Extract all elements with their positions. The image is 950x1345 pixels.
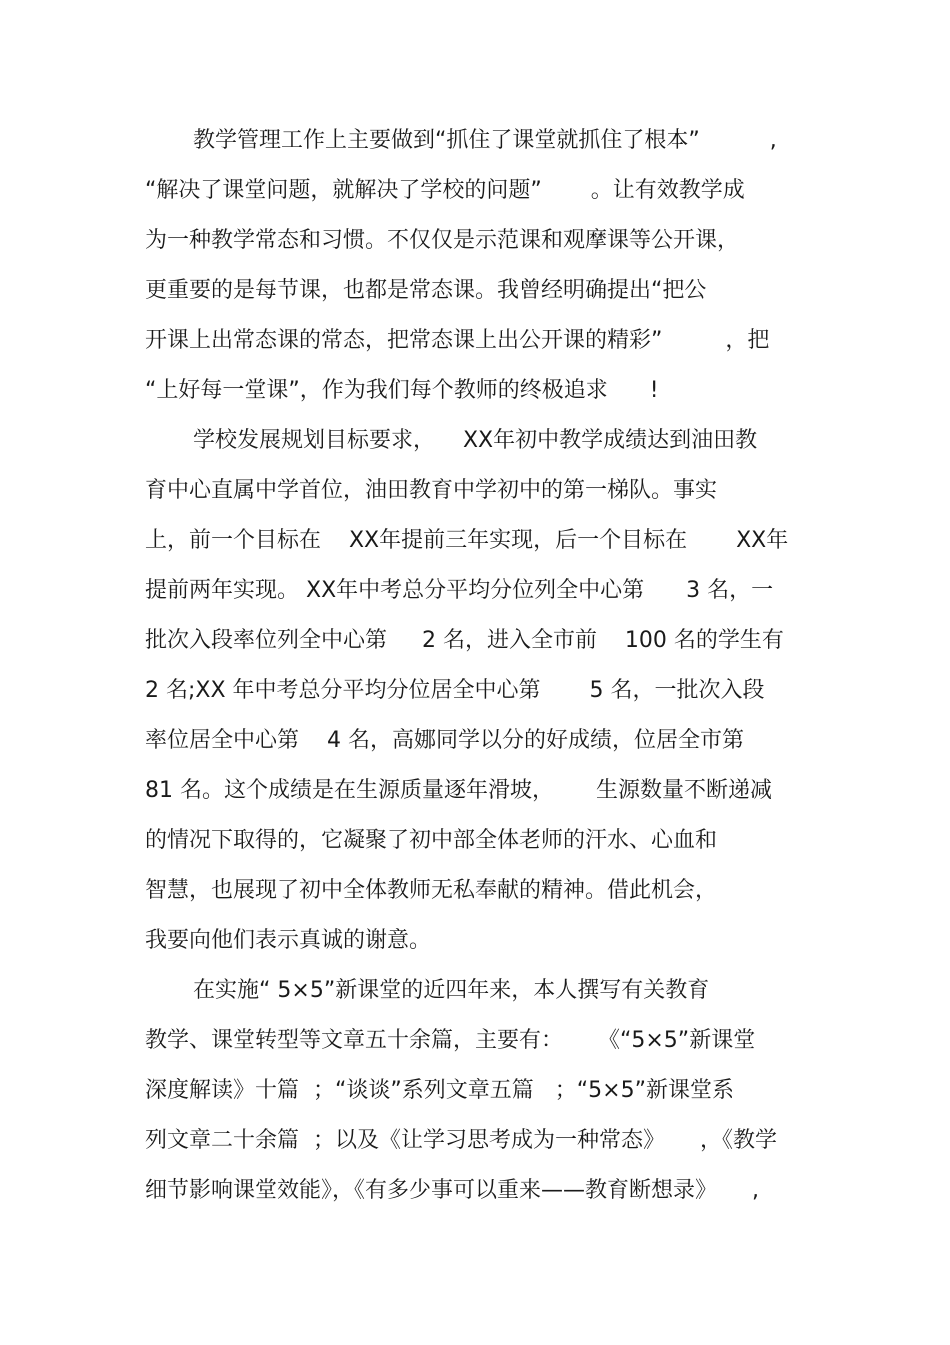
text-line-13: 率位居全中心第 4 名，高娜同学以分的好成绩，位居全市第 [145, 728, 744, 753]
text-line-4: 更重要的是每节课，也都是常态课。我曾经明确提出“把公 [145, 278, 707, 303]
text-line-8: 育中心直属中学首位，油田教育中学初中的第一梯队。事实 [145, 478, 718, 503]
text-line-16: 智慧，也展现了初中全体教师无私奉献的精神。借此机会， [145, 878, 718, 903]
text-line-10: 提前两年实现。 XX年中考总分平均分位列全中心第 3 名，一 [145, 578, 774, 603]
text-line-2: “解决了课堂问题，就解决了学校的问题” 。让有效教学成 [145, 178, 745, 203]
text-line-19: 教学、课堂转型等文章五十余篇，主要有： 《“5×5”新课堂 [145, 1028, 756, 1053]
text-line-3: 为一种教学常态和习惯。不仅仅是示范课和观摩课等公开课， [145, 228, 740, 253]
text-line-12: 2 名;XX 年中考总分平均分位居全中心第 5 名，一批次入段 [145, 678, 765, 703]
text-line-21: 列文章二十余篇 ；以及《让学习思考成为一种常态》 ，《教学 [145, 1128, 777, 1153]
text-line-14: 81 名。这个成绩是在生源质量逐年滑坡， 生源数量不断递减 [145, 778, 772, 803]
text-line-22: 细节影响课堂效能》，《有多少事可以重来——教育断想录》 , [145, 1178, 759, 1203]
text-line-7: 学校发展规划目标要求， XX年初中教学成绩达到油田教 [193, 428, 758, 453]
text-line-1: 教学管理工作上主要做到“抓住了课堂就抓住了根本” , [193, 128, 777, 153]
text-line-15: 的情况下取得的，它凝聚了初中部全体老师的汗水、心血和 [145, 828, 718, 853]
text-line-5: 开课上出常态课的常态，把常态课上出公开课的精彩” ，把 [145, 328, 770, 353]
text-line-18: 在实施“ 5×5”新课堂的近四年来，本人撰写有关教育 [193, 978, 710, 1003]
text-line-11: 批次入段率位列全中心第 2 名，进入全市前 100 名的学生有 [145, 628, 784, 653]
text-line-9: 上，前一个目标在 XX年提前三年实现，后一个目标在 XX年 [145, 528, 789, 553]
text-line-17: 我要向他们表示真诚的谢意。 [145, 928, 432, 953]
text-line-20: 深度解读》十篇 ；“谈谈”系列文章五篇 ；“5×5”新课堂系 [145, 1078, 734, 1103]
text-line-6: “上好每一堂课”，作为我们每个教师的终极追求 ! [145, 378, 659, 403]
